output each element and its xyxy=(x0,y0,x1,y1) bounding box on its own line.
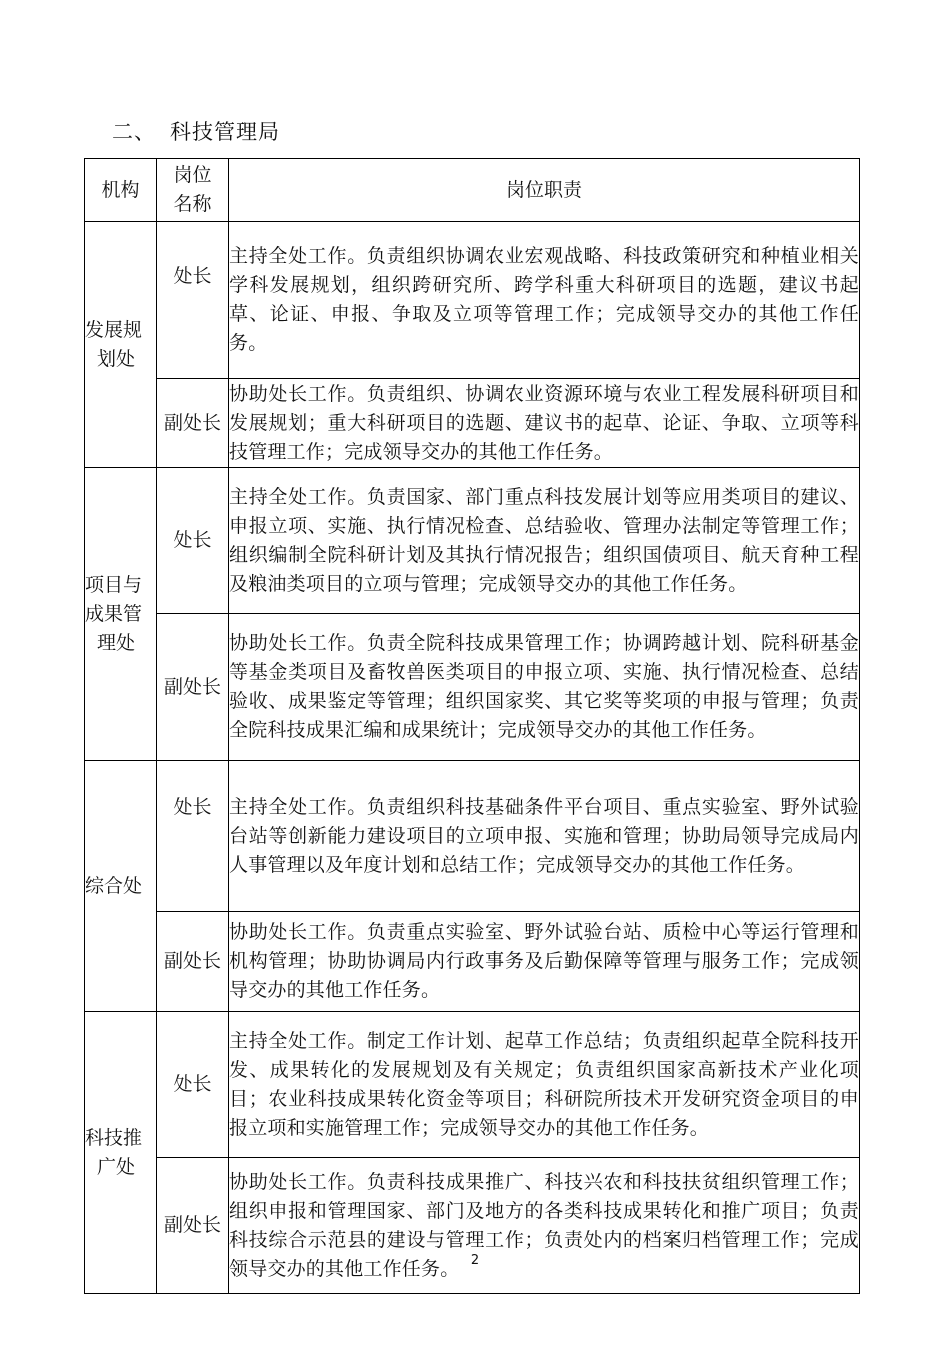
page-number: 2 xyxy=(470,1253,480,1268)
section-number: 二、 xyxy=(112,120,156,144)
org-line: 综合处 xyxy=(85,874,143,897)
position-cell: 副处长 xyxy=(157,614,229,761)
org-line: 项目与 xyxy=(85,573,143,596)
org-line: 理处 xyxy=(97,631,136,654)
org-line: 科技推 xyxy=(85,1126,143,1149)
table-row xyxy=(85,761,860,912)
duty-table xyxy=(84,158,860,1294)
duty-cell: 主持全处工作。负责国家、部门重点科技发展计划等应用类项目的建议、申报立项、实施、执行情况检查、总结验收、管理办法制定等管理工作；组织编制全院科研计划及其执行情况报告；组织国债项目、航天育种工程及粮油类项目的立项与管理；完成领导交办的其他工作任务。 xyxy=(229,468,860,614)
position-cell: 副处长 xyxy=(157,912,229,1012)
org-line: 广处 xyxy=(97,1155,136,1178)
table-row xyxy=(85,614,860,761)
org-line: 发展规 xyxy=(85,318,143,341)
position-cell: 副处长 xyxy=(157,1158,229,1294)
section-heading xyxy=(112,116,280,146)
duty-cell: 主持全处工作。负责组织协调农业宏观战略、科技政策研究和种植业相关学科发展规划，组织跨研究所、跨学科重大科研项目的选题，建议书起草、论证、申报、争取及立项等管理工作；完成领导交办的其他工作任务。 xyxy=(229,222,860,379)
org-line: 划处 xyxy=(97,347,136,370)
table-row xyxy=(85,222,860,379)
duty-cell: 主持全处工作。负责组织科技基础条件平台项目、重点实验室、野外试验台站等创新能力建设项目的立项申报、实施和管理；协助局领导完成局内人事管理以及年度计划和总结工作；完成领导交办的其他工作任务。 xyxy=(229,761,860,912)
header-position-line2: 名称 xyxy=(173,193,212,215)
table-row xyxy=(85,1012,860,1158)
position-cell: 处长 xyxy=(157,222,229,379)
table-row xyxy=(85,1158,860,1294)
duty-cell: 主持全处工作。制定工作计划、起草工作总结；负责组织起草全院科技开发、成果转化的发展规划及有关规定；负责组织国家高新技术产业化项目；农业科技成果转化资金等项目；科研院所技术开发研究资金项目的申报立项和实施管理工作；完成领导交办的其他工作任务。 xyxy=(229,1012,860,1158)
org-cell xyxy=(85,761,157,1012)
header-duty: 岗位职责 xyxy=(229,159,860,222)
duty-cell: 协助处长工作。负责全院科技成果管理工作；协调跨越计划、院科研基金等基金类项目及畜牧兽医类项目的申报立项、实施、执行情况检查、总结验收、成果鉴定等管理；组织国家奖、其它奖等奖项的申报与管理；负责全院科技成果汇编和成果统计；完成领导交办的其他工作任务。 xyxy=(229,614,860,761)
org-cell xyxy=(85,1012,157,1294)
header-org: 机构 xyxy=(85,159,157,222)
org-cell xyxy=(85,468,157,761)
duty-cell: 协助处长工作。负责重点实验室、野外试验台站、质检中心等运行管理和机构管理；协助协调局内行政事务及后勤保障等管理与服务工作；完成领导交办的其他工作任务。 xyxy=(229,912,860,1012)
table-row xyxy=(85,379,860,468)
table-row xyxy=(85,912,860,1012)
position-cell: 处长 xyxy=(157,761,229,912)
position-cell: 处长 xyxy=(157,1012,229,1158)
duty-cell: 协助处长工作。负责组织、协调农业资源环境与农业工程发展科研项目和发展规划；重大科研项目的选题、建议书的起草、论证、争取、立项等科技管理工作；完成领导交办的其他工作任务。 xyxy=(229,379,860,468)
header-position-line1: 岗位 xyxy=(173,164,212,186)
section-title: 科技管理局 xyxy=(170,120,280,144)
position-cell: 副处长 xyxy=(157,379,229,468)
table-header-row xyxy=(85,159,860,222)
org-line: 成果管 xyxy=(85,602,143,625)
duty-cell: 协助处长工作。负责科技成果推广、科技兴农和科技扶贫组织管理工作；组织申报和管理国家、部门及地方的各类科技成果转化和推广项目；负责科技综合示范县的建设与管理工作；负责处内的档案归档管理工作；完成领导交办的其他工作任务。 xyxy=(229,1158,860,1294)
header-position xyxy=(157,159,229,222)
org-cell xyxy=(85,222,157,468)
position-cell: 处长 xyxy=(157,468,229,614)
table-row xyxy=(85,468,860,614)
